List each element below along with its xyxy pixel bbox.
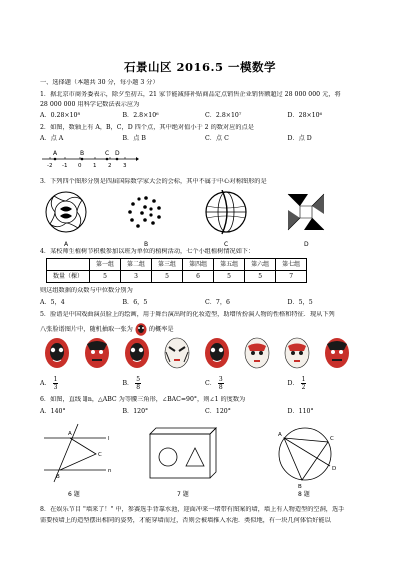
target-mask-icon	[135, 323, 147, 336]
logo-b-image	[128, 196, 161, 228]
point-b-label: B	[80, 150, 85, 157]
denominator: 3	[53, 383, 58, 391]
q2-option-b: B．点 B	[122, 135, 146, 142]
logo-b-label: B	[144, 241, 149, 248]
mask-icon	[165, 338, 189, 368]
table-header-cell: 第三组	[152, 259, 183, 271]
mask-icon	[285, 338, 309, 368]
table-cell: 5	[152, 271, 183, 283]
figures-row	[40, 420, 370, 500]
q1-text-line1: 1．据北京市商务委表示，除夕至初五，21 家节能减排补贴商品定点销售企业销售额超过 28 000 000 元，将	[40, 91, 341, 98]
number-line-figure	[40, 148, 140, 170]
q3-text: 3．下列四个图形分别是四届国际数学家大会的会标，其中不属于中心对称图形的是	[40, 178, 267, 185]
logo-c-label: C	[224, 241, 229, 248]
svg-text:C: C	[98, 452, 102, 458]
q1-option-d: D．28×10⁶	[287, 112, 323, 119]
section-heading: 一、选择题（本题共 30 分，每小题 3 分）	[40, 79, 159, 86]
opera-masks-row	[40, 336, 370, 372]
denominator: 2	[301, 383, 306, 391]
q8-text-line1: 8．在娱乐节目 "墙来了！" 中，参赛选手背靠水池，迎面冲来一堵带有图案的墙，墙上有人物造型的空洞，选手	[40, 506, 345, 513]
fraction	[53, 376, 59, 391]
q6-option-d: D．110°	[287, 408, 314, 415]
figure-7-caption: 7 题	[177, 491, 189, 498]
parallel-lines-figure	[44, 424, 106, 482]
table-header-cell: 第一组	[90, 259, 121, 271]
q5-option-d	[288, 376, 371, 391]
q5-line2-tail: 的概率是	[148, 326, 174, 333]
table-corner-cell	[47, 259, 90, 271]
table-cell: 5	[90, 271, 121, 283]
q6-text: 6．如图，直线 l∥n，△ABC 为等腰三角形，∠BAC=90°，则∠1 的度数为	[40, 396, 246, 403]
point-a-dot	[54, 158, 57, 161]
mask-icon	[85, 338, 109, 368]
q2-option-c: C．点 C	[205, 135, 229, 142]
tree-planting-table	[46, 258, 307, 283]
q5-line2-text: 八张脸谱图片中，随机抽取一张为	[40, 326, 133, 333]
q5-text-line1: 5．脸谱是中国戏曲演员脸上的绘画，用于舞台演出时的化妆造型，助增所扮演人物的性格和特征．现从下列	[40, 311, 335, 318]
table-row	[47, 271, 307, 283]
denominator: 8	[136, 383, 141, 391]
option-letter: B．	[122, 379, 134, 387]
mask-icon	[125, 338, 149, 368]
svg-text:D: D	[332, 466, 337, 472]
q6-option-a: A．140°	[40, 408, 66, 415]
table-header-cell: 第五组	[214, 259, 245, 271]
q4-option-c: C．7，6	[205, 299, 230, 306]
q1-option-a: A．0.28×10⁸	[40, 112, 80, 119]
table-cell: 7	[276, 271, 307, 283]
q2-option-d: D．点 D	[287, 135, 312, 142]
q4-option-a: A．5，4	[40, 299, 65, 306]
table-row	[47, 259, 307, 271]
fraction	[218, 376, 224, 391]
q8-text-line2: 需要按墙上的造型摆出相同的姿势，才能穿墙而过，否则会被墙推入水池．类似地，有一块几何体恰好能以	[40, 517, 331, 524]
option-letter: C．	[205, 379, 216, 387]
table-cell: 5	[245, 271, 276, 283]
figure-8-caption: 8 题	[298, 491, 310, 498]
q5-option-c	[205, 376, 288, 391]
q5-options	[40, 374, 370, 392]
logo-c-image	[206, 190, 246, 234]
point-b-dot	[81, 158, 84, 161]
svg-text:l: l	[108, 436, 110, 442]
number-line-arrow	[136, 157, 139, 161]
q1-option-b: B．2.8×10⁶	[122, 112, 159, 119]
option-letter: A．	[40, 379, 51, 387]
circle-chord-figure	[279, 428, 331, 480]
numerator: 3	[218, 375, 223, 383]
table-header-cell: 第四组	[183, 259, 214, 271]
logo-d-image	[288, 194, 324, 230]
mask-icon	[325, 338, 349, 368]
denominator: 8	[218, 383, 223, 391]
congress-logos-figure	[44, 190, 364, 250]
numerator: 5	[136, 375, 141, 383]
mask-icon	[205, 338, 229, 368]
table-header-cell: 第七组	[276, 259, 307, 271]
shapes-box-figure	[150, 428, 216, 478]
q1-text-line2: 28 000 000 用科学记数法表示应为	[40, 101, 140, 108]
svg-text:A: A	[278, 432, 282, 438]
q2-text: 2．如图，数轴上有 A，B，C，D 四个点，其中绝对值小于 2 的数对应的点是	[40, 124, 254, 131]
q4-question: 则这组数据的众数与中位数分别为	[40, 287, 133, 294]
table-header-cell: 第二组	[121, 259, 152, 271]
table-row-label: 数量（棵）	[47, 271, 90, 283]
logo-d-label: D	[304, 241, 309, 248]
svg-text:C: C	[330, 436, 334, 442]
numerator: 1	[53, 375, 58, 383]
numerator: 1	[301, 375, 306, 383]
point-d-dot	[116, 158, 119, 161]
logo-a-label: A	[64, 241, 69, 248]
q6-options	[40, 408, 370, 416]
q1-options	[40, 112, 370, 120]
svg-text:B: B	[56, 474, 60, 480]
figure-6-caption: 6 题	[68, 491, 80, 498]
svg-text:A: A	[68, 431, 72, 437]
tick-label: 2	[108, 163, 112, 169]
q1-option-c: C．2.8×10⁷	[205, 112, 242, 119]
tick-label: 0	[78, 163, 82, 169]
fraction	[135, 376, 141, 391]
q4-option-b: B．6，5	[122, 299, 148, 306]
tick-label: -1	[62, 163, 68, 169]
svg-text:B: B	[298, 484, 302, 490]
table-header-cell: 第六组	[245, 259, 276, 271]
q4-options	[40, 299, 370, 307]
point-a-label: A	[53, 150, 58, 157]
table-cell: 6	[183, 271, 214, 283]
q4-text: 4．某校师生植树节积极参加以班为单位的植树活动，七个小组植树情况如下：	[40, 248, 255, 255]
q5-option-b	[123, 376, 206, 391]
q4-option-d: D．5，5	[287, 299, 313, 306]
page-title: 石景山区 2016.5 一模数学	[123, 60, 277, 74]
q2-options	[40, 135, 370, 143]
q6-option-c: C．120°	[205, 408, 231, 415]
mask-icon	[45, 338, 69, 368]
q5-option-a	[40, 376, 123, 391]
table-cell: 3	[121, 271, 152, 283]
tick-label: -2	[47, 163, 53, 169]
point-d-label: D	[115, 150, 120, 157]
fraction	[301, 376, 307, 391]
point-c-dot	[106, 158, 109, 161]
q5-text-line2	[40, 323, 174, 336]
logo-a-image	[46, 192, 86, 232]
svg-text:n: n	[108, 468, 112, 474]
q6-option-b: B．120°	[122, 408, 149, 415]
table-cell: 5	[214, 271, 245, 283]
q2-option-a: A．点 A	[40, 135, 64, 142]
tick-label: 3	[123, 163, 127, 169]
mask-icon	[245, 338, 269, 368]
point-c-label: C	[105, 150, 110, 157]
tick-label: 1	[93, 163, 97, 169]
option-letter: D．	[287, 379, 299, 387]
